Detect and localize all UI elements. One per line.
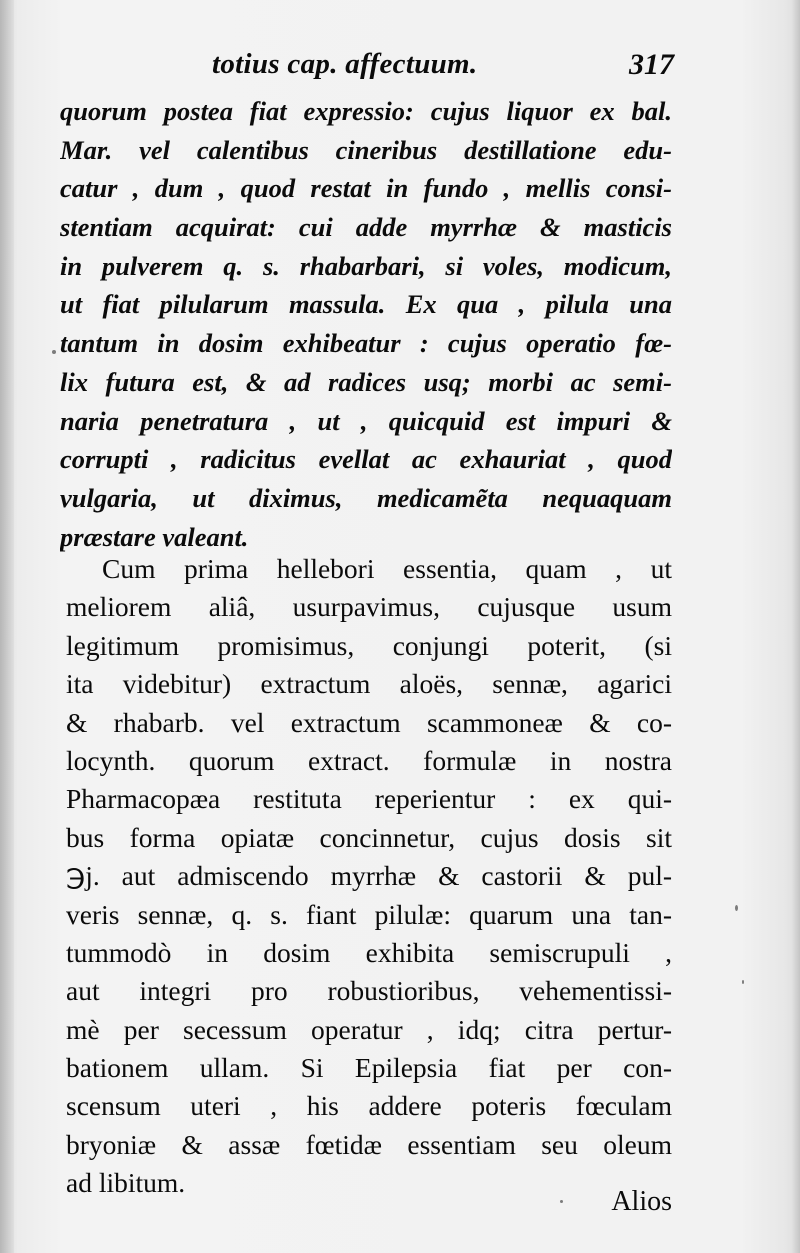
roman-line: Cum prima hellebori essentia, quam , ut bbox=[102, 553, 672, 584]
running-head bbox=[60, 48, 680, 88]
roman-line: mè per secessum operatur , idq; citra pertur- bbox=[66, 1013, 672, 1045]
italic-line: corrupti , radicitus evellat ac exhauriat , quod bbox=[60, 444, 672, 475]
italic-line: stentiam acquirat: cui adde myrrhæ & masticis bbox=[60, 212, 672, 243]
roman-line: & rhabarb. vel extractum scammoneæ & co- bbox=[66, 706, 672, 738]
roman-line: bus forma opiatæ concinnetur, cujus dosis sit bbox=[66, 821, 672, 853]
italic-line: naria penetratura , ut , quicquid est impuri & bbox=[60, 405, 672, 436]
catchword: Alios bbox=[611, 1186, 672, 1217]
roman-line: legitimum promisimus, conjungi poterit, (si bbox=[66, 629, 672, 661]
ink-speck bbox=[52, 350, 56, 354]
roman-line: meliorem aliâ, usurpavimus, cujusque usum bbox=[66, 591, 672, 623]
italic-line: lix futura est, & ad radices usq; morbi ac semi- bbox=[60, 366, 672, 397]
italic-line: catur , dum , quod restat in fundo , mellis consi- bbox=[60, 173, 672, 204]
roman-line: aut integri pro robustioribus, vehementissi- bbox=[66, 975, 672, 1007]
running-title: totius cap. affectuum. bbox=[212, 48, 478, 80]
page-edge-shadow bbox=[792, 0, 800, 1253]
italic-line: in pulverem q. s. rhabarbari, si voles, modicum, bbox=[60, 250, 672, 281]
roman-line: Pharmacopæa restituta reperientur : ex qui- bbox=[66, 783, 672, 815]
roman-line: veris sennæ, q. s. fiant pilulæ: quarum una tan- bbox=[66, 898, 672, 930]
roman-paragraph bbox=[66, 550, 672, 1203]
italic-line: vulgaria, ut diximus, medicamẽta nequaquam bbox=[60, 482, 672, 513]
ink-speck bbox=[560, 1200, 563, 1203]
roman-line: tummodò in dosim exhibita semiscrupuli , bbox=[66, 936, 672, 968]
roman-line: locynth. quorum extract. formulæ in nostra bbox=[66, 744, 672, 776]
ink-speck bbox=[742, 980, 744, 984]
roman-line: bationem ullam. Si Epilepsia fiat per con- bbox=[66, 1052, 672, 1084]
page-number: 317 bbox=[629, 48, 674, 81]
italic-line: præstare valeant. bbox=[60, 521, 249, 552]
italic-paragraph bbox=[60, 92, 672, 556]
page-gutter-shadow bbox=[0, 0, 14, 1253]
italic-line: tantum in dosim exhibeatur : cujus operatio fœ- bbox=[60, 328, 672, 359]
roman-line: scensum uteri , his addere poteris fœculam bbox=[66, 1090, 672, 1122]
roman-line: ita videbitur) extractum aloës, sennæ, agarici bbox=[66, 668, 672, 700]
italic-line: Mar. vel calentibus cineribus destillatione edu- bbox=[60, 134, 672, 165]
italic-line: ut fiat pilularum massula. Ex qua , pilula una bbox=[60, 289, 672, 320]
roman-line: bryoniæ & assæ fœtidæ essentiam seu oleum bbox=[66, 1128, 672, 1160]
roman-line: ℈j. aut admiscendo myrrhæ & castorii & pul- bbox=[66, 860, 672, 892]
italic-line: quorum postea fiat expressio: cujus liquor ex bal. bbox=[60, 96, 672, 126]
roman-line: ad libitum. bbox=[66, 1167, 186, 1199]
ink-speck bbox=[735, 905, 738, 911]
